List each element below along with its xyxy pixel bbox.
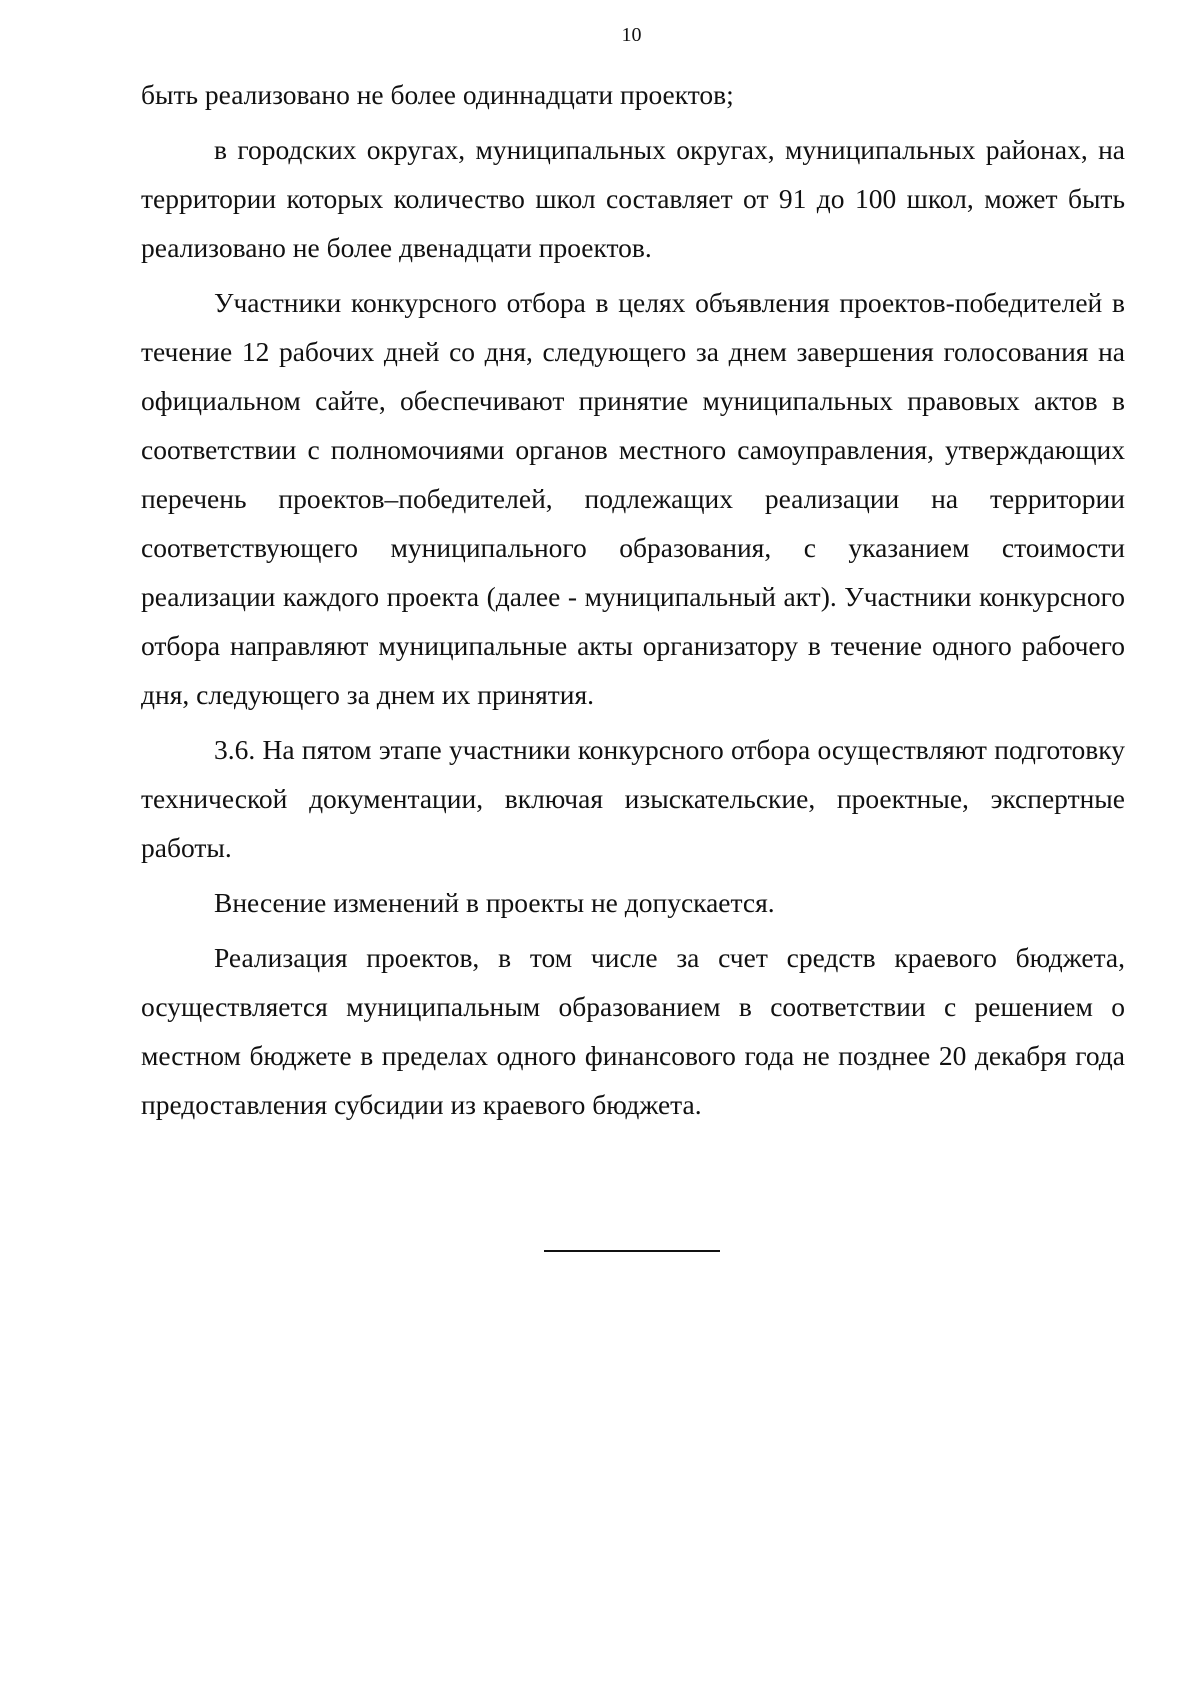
document-body <box>141 70 1125 1135</box>
end-separator-line <box>544 1250 720 1252</box>
paragraph-implementation: Реализация проектов, в том числе за счет средств краевого бюджета, осуществляется муниципальным образованием в соответствии с решением о местном бюджете в пределах одного финансового года не позднее 20 декабря года предоставления субсидии из краевого бюджета. <box>141 942 1125 1120</box>
paragraph-no-changes: Внесение изменений в проекты не допускается. <box>214 887 775 918</box>
paragraph-section-3-6: 3.6. На пятом этапе участники конкурсного отбора осуществляют подготовку технической документации, включая изыскательские, проектные, экспертные работы. <box>141 734 1125 863</box>
paragraph-urban-districts: в городских округах, муниципальных округах, муниципальных районах, на территории которых количество школ составляет от 91 до 100 школ, может быть реализовано не более двенадцати проектов. <box>141 134 1125 263</box>
page-number: 10 <box>621 24 642 46</box>
paragraph-continuation: быть реализовано не более одиннадцати проектов; <box>141 79 734 110</box>
paragraph-participants-acts: Участники конкурсного отбора в целях объявления проектов-победителей в течение 12 рабочих дней со дня, следующего за днем завершения голосования на официальном сайте, обеспечивают принятие муниципальных правовых актов в соответствии с полномочиями органов местного самоуправления, утверждающих перечень проектов–победителей, подлежащих реализации на территории соответствующего муниципального образования, с указанием стоимости реализации каждого проекта (далее - муниципальный акт). Участники конкурсного отбора направляют муниципальные акты организатору в течение одного рабочего дня, следующего за днем их принятия. <box>141 287 1125 710</box>
